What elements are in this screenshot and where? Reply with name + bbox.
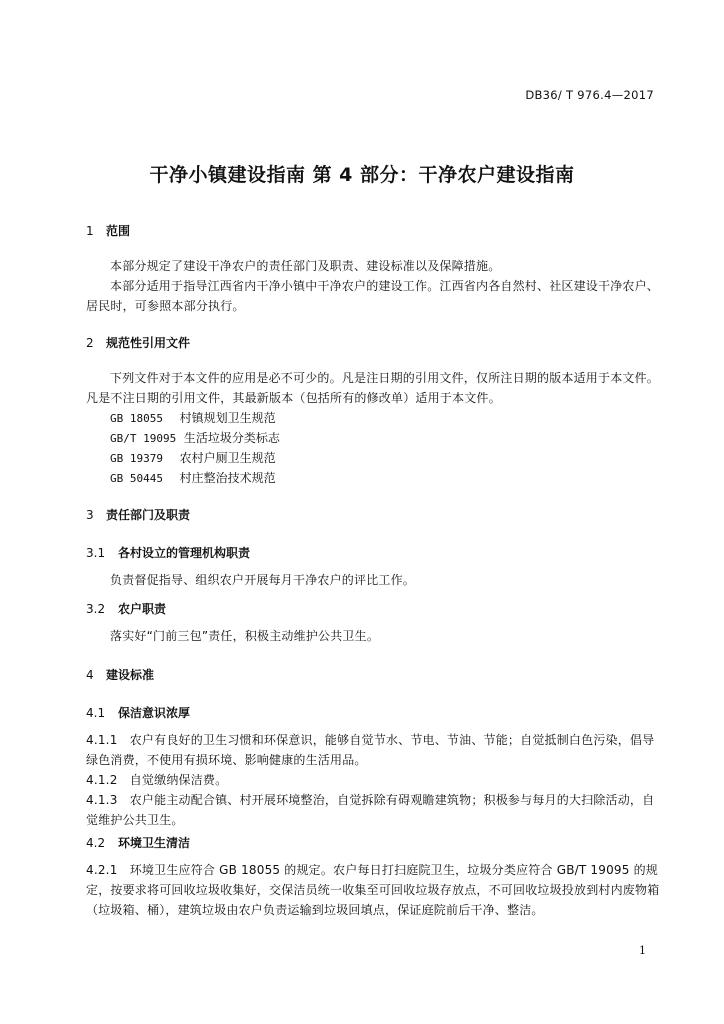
section-number: 1	[86, 224, 94, 238]
paragraph: 下列文件对于本文件的应用是必不可少的。凡是注日期的引用文件，仅所注日期的版本适用于本文件。凡是不注日期的引用文件，其最新版本（包括所有的修改单）适用于本文件。	[86, 371, 660, 405]
subsection-title: 各村设立的管理机构职责	[118, 546, 251, 560]
reference-title: 生活垃圾分类标志	[183, 431, 280, 445]
reference-code: GB 19379	[110, 452, 163, 465]
section-title: 范围	[106, 224, 131, 238]
subsection-3-1-heading	[86, 544, 250, 561]
subsection-number: 3.1	[86, 546, 106, 560]
subsection-3-2-heading	[86, 600, 166, 617]
clause-4-2-1: 4.2.1 环境卫生应符合 GB 18055 的规定。农户每日打扫庭院卫生，垃圾分类应符合 GB/T 19095 的规定，按要求将可回收垃圾收集好，交保洁员统一收集至可回收垃圾存放点，不可回收垃圾投放到村内废物箱（垃圾箱、桶），建筑垃圾由农户负责运输到垃圾回填点，保证庭院前后干净、整洁。	[86, 863, 660, 917]
standard-number: DB36/ T 976.4—2017	[525, 88, 654, 102]
section-2-heading	[86, 334, 190, 351]
section-number: 2	[86, 336, 94, 350]
clause-4-1-1: 4.1.1 农户有良好的卫生习惯和环保意识，能够自觉节水、节电、节油、节能；自觉抵制白色污染，倡导绿色消费，不使用有损环境、影响健康的生活用品。	[86, 733, 655, 767]
reference-item	[110, 448, 276, 469]
reference-item	[110, 408, 276, 429]
subsection-title: 农户职责	[118, 602, 167, 616]
subsection-number: 3.2	[86, 602, 106, 616]
section-3-heading	[86, 506, 190, 523]
paragraph: 本部分规定了建设干净农户的责任部门及职责、建设标准以及保障措施。	[110, 259, 501, 273]
section-title: 规范性引用文件	[106, 336, 191, 350]
section-title: 建设标准	[106, 668, 155, 682]
reference-item	[110, 428, 280, 449]
clause-4-1-3: 4.1.3 农户能主动配合镇、村开展环境整治，自觉拆除有碍观瞻建筑物；积极参与每月的大扫除活动，自觉维护公共卫生。	[86, 793, 655, 827]
section-4-heading	[86, 666, 154, 683]
reference-item	[110, 468, 276, 489]
paragraph: 本部分适用于指导江西省内干净小镇中干净农户的建设工作。江西省内各自然村、社区建设干净农户、居民时，可参照本部分执行。	[86, 279, 660, 313]
subsection-number: 4.1	[86, 706, 106, 720]
section-title: 责任部门及职责	[106, 508, 191, 522]
reference-title: 村镇规划卫生规范	[179, 411, 276, 425]
reference-code: GB/T 19095	[110, 432, 177, 445]
paragraph: 负责督促指导、组织农户开展每月干净农户的评比工作。	[110, 573, 416, 587]
page-number: 1	[639, 944, 646, 957]
reference-title: 村庄整治技术规范	[179, 471, 276, 485]
section-number: 4	[86, 668, 94, 682]
subsection-number: 4.2	[86, 836, 106, 850]
subsection-4-2-heading	[86, 834, 190, 851]
section-1-heading	[86, 222, 130, 239]
subsection-4-1-heading	[86, 704, 190, 721]
section-number: 3	[86, 508, 94, 522]
reference-code: GB 18055	[110, 412, 163, 425]
paragraph: 落实好“门前三包”责任，积极主动维护公共卫生。	[110, 629, 380, 643]
reference-code: GB 50445	[110, 472, 163, 485]
subsection-title: 环境卫生清洁	[118, 836, 191, 850]
reference-title: 农村户厕卫生规范	[179, 451, 276, 465]
subsection-title: 保洁意识浓厚	[118, 706, 191, 720]
document-title: 干净小镇建设指南 第 4 部分：干净农户建设指南	[149, 164, 575, 186]
clause-4-1-2: 4.1.2 自觉缴纳保洁费。	[86, 773, 228, 787]
